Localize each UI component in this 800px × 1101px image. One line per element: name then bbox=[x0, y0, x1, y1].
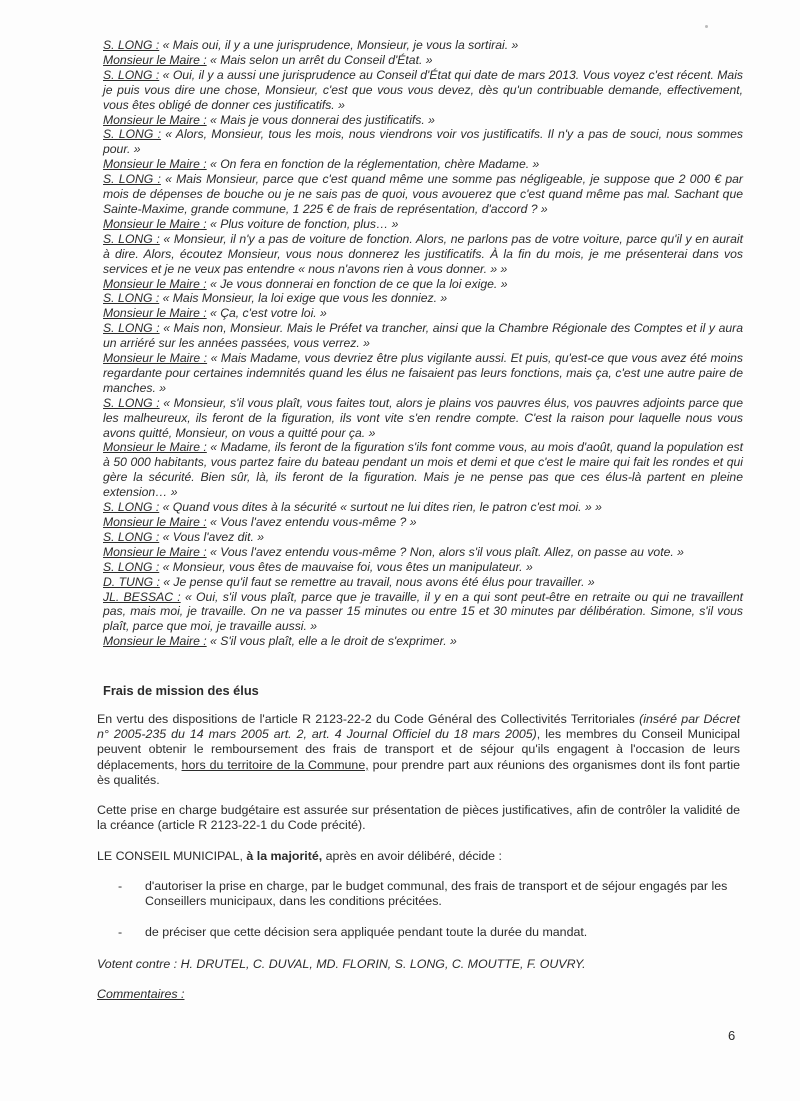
speech-text: « Mais Madame, vous devriez être plus vigilante aussi. Et puis, qu'est-ce que vous avez été moins regardante pour certaines indemnités quand les élus ne faisaient pas leurs fonctions, mais ça, c'est une autre paire de manches. » bbox=[103, 351, 743, 395]
speaker-name: Monsieur le Maire : bbox=[103, 306, 207, 321]
speaker-name: S. LONG : bbox=[103, 500, 160, 515]
bullet-dash: - bbox=[118, 879, 123, 893]
legal-basis-intro: En vertu des dispositions de l'article R 2123-22-2 du Code Général des Collectivités Territoriales bbox=[97, 712, 640, 726]
speech-text: « S'il vous plaît, elle a le droit de s'exprimer. » bbox=[206, 634, 457, 649]
speaker-name: Monsieur le Maire : bbox=[103, 515, 207, 529]
decree-reference: (inséré par Décret n° 2005-235 du 14 mars 2005 art. 2, art. 4 Journal Officiel du 18 mars 2005) bbox=[97, 712, 740, 742]
dialogue-line bbox=[103, 351, 743, 396]
speaker-name: JL. BESSAC : bbox=[103, 589, 181, 604]
legal-basis-middle: , les membres du Conseil Municipal peuvent obtenir le remboursement des frais de transport et de séjour qu'ils engagent à l'occasion de leurs déplacements, bbox=[97, 727, 741, 772]
speaker-name: S. LONG : bbox=[103, 321, 160, 336]
speaker-name: S. LONG : bbox=[103, 529, 160, 544]
speaker-name: S. LONG : bbox=[103, 559, 160, 574]
majority-label: à la majorité, bbox=[246, 849, 323, 863]
section-title: Frais de mission des élus bbox=[103, 683, 259, 698]
speaker-name: S. LONG : bbox=[103, 67, 160, 82]
dialogue-line bbox=[103, 291, 743, 306]
speech-text: « Oui, il y a aussi une jurisprudence au Conseil d'État qui date de mars 2013. Vous voyez c'est récent. Mais je puis vous dire une chose, Monsieur, c'est que vous vous devez, dès qu'un contribuable demande, effectivement, vous êtes obligé de donner ces justificatifs. » bbox=[103, 67, 743, 112]
speech-text: « Monsieur, il n'y a pas de voiture de fonction. Alors, ne parlons pas de votre voiture, parce qu'il y en aurait à dire. Alors, écoutez Monsieur, vous nous donnerez les justificatifs. À la fin du mois, je me présenterai dans vos services et je ne veux pas entendre « nous n'avons rien à vous donner. » » bbox=[103, 231, 743, 276]
speech-text: « Je pense qu'il faut se remettre au travail, nous avons été élus pour travailler. » bbox=[159, 574, 595, 589]
speech-text: « Je vous donnerai en fonction de ce que la loi exige. » bbox=[206, 276, 508, 291]
speech-text: « Mais selon un arrêt du Conseil d'État. » bbox=[206, 52, 433, 67]
dialogue-line bbox=[103, 53, 743, 68]
dialogue-line bbox=[103, 232, 743, 277]
territory-limit: hors du territoire de la Commune, bbox=[181, 757, 369, 772]
dialogue-line bbox=[103, 113, 743, 128]
dialogue-line bbox=[103, 515, 743, 530]
dialogue-line bbox=[103, 127, 743, 157]
speaker-name: Monsieur le Maire : bbox=[103, 544, 207, 559]
speech-text: « Mais oui, il y a une jurisprudence, Monsieur, je vous la sortirai. » bbox=[159, 38, 519, 52]
speech-text: « Mais Monsieur, parce que c'est quand même une somme pas négligeable, je suppose que 2 000 € par mois de dépenses de bouche ou je ne sais pas de quoi, vous avouerez que c'est quand même pas mal. Sachant que Sainte-Maxime, grande commune, 1 225 € de frais de représentation, d'accord ? » bbox=[103, 172, 743, 216]
speaker-name: S. LONG : bbox=[103, 395, 160, 410]
comments-label: Commentaires : bbox=[97, 987, 185, 1001]
dialogue-line bbox=[103, 575, 743, 590]
speaker-name: Monsieur le Maire : bbox=[103, 112, 207, 127]
speaker-name: S. LONG : bbox=[103, 127, 161, 142]
speaker-name: Monsieur le Maire : bbox=[103, 634, 207, 649]
votes-against: Votent contre : H. DRUTEL, C. DUVAL, MD. FLORIN, S. LONG, C. MOUTTE, F. OUVRY. bbox=[97, 957, 586, 971]
dialogue-line bbox=[103, 530, 743, 545]
bullet-dash: - bbox=[118, 925, 123, 939]
budget-paragraph bbox=[97, 803, 740, 833]
speech-text: « Madame, ils feront de la figuration s'ils font comme vous, au mois d'août, quand la population est à 50 000 habitants, vous partez faire du bateau pendant un mois et demi et que c'est le maire qui fait les rondes et qui gère la sécurité. Bien sûr, là, ils feront de la figuration. Mais je ne pense pas que ces élus-là partent en pleine extension… » bbox=[103, 440, 743, 500]
decision-text: après en avoir délibéré, décide : bbox=[322, 849, 502, 863]
speech-text: « Mais non, Monsieur. Mais le Préfet va trancher, ainsi que la Chambre Régionale des Comptes et il y aura un arriéré sur les années passées, vous verrez. » bbox=[103, 321, 743, 351]
speech-text: « On fera en fonction de la réglementation, chère Madame. » bbox=[206, 157, 540, 172]
speech-text: « Plus voiture de fonction, plus… » bbox=[206, 216, 399, 231]
dialogue-line bbox=[103, 277, 743, 292]
speech-text: « Ça, c'est votre loi. » bbox=[206, 306, 327, 321]
legal-basis-paragraph bbox=[97, 712, 740, 788]
dialogue-line bbox=[103, 321, 743, 351]
dialogue-line bbox=[103, 306, 743, 321]
speech-text: « Vous l'avez entendu vous-même ? Non, alors s'il vous plaît. Allez, on passe au vote. » bbox=[206, 544, 684, 559]
speaker-name: S. LONG : bbox=[103, 38, 160, 52]
speaker-name: Monsieur le Maire : bbox=[103, 216, 207, 231]
speaker-name: Monsieur le Maire : bbox=[103, 351, 208, 366]
debate-transcript bbox=[103, 38, 743, 649]
speaker-name: Monsieur le Maire : bbox=[103, 157, 207, 172]
dialogue-line bbox=[103, 590, 743, 635]
speech-text: « Vous l'avez dit. » bbox=[159, 529, 265, 544]
speech-text: « Oui, s'il vous plaît, parce que je travaille, il y en a qui sont peut-être en retraite ou qui ne travaillent pas, mais moi, je travaille. On ne va passer 15 minutes ou entre 15 et 30 minutes par délibération. Simone, s'il vous plaît, parce que moi, je travaille aussi. » bbox=[103, 589, 743, 634]
speaker-name: Monsieur le Maire : bbox=[103, 440, 207, 455]
dialogue-line bbox=[103, 172, 743, 217]
legal-basis-end: pour prendre part aux réunions des organismes dont ils font partie ès qualités. bbox=[97, 757, 740, 787]
page-number: 6 bbox=[728, 1028, 736, 1043]
dialogue-line bbox=[103, 440, 743, 500]
scan-speck bbox=[705, 25, 708, 28]
dialogue-line bbox=[103, 157, 743, 172]
budget-text: Cette prise en charge budgétaire est assurée sur présentation de pièces justificatives, afin de contrôler la validité de la créance (article R 2123-22-1 du Code précité). bbox=[97, 803, 740, 833]
decision-item-text: d'autoriser la prise en charge, par le budget communal, des frais de transport et de séjour engagés par les Conseillers municipaux, dans les conditions précitées. bbox=[145, 879, 728, 909]
dialogue-line bbox=[103, 396, 743, 441]
dialogue-line bbox=[103, 560, 743, 575]
speaker-name: D. TUNG : bbox=[103, 574, 160, 589]
speaker-name: S. LONG : bbox=[103, 172, 161, 187]
speaker-name: S. LONG : bbox=[103, 231, 160, 246]
speaker-name: Monsieur le Maire : bbox=[103, 276, 207, 291]
dialogue-line bbox=[103, 500, 743, 515]
dialogue-line bbox=[103, 634, 743, 649]
dialogue-line bbox=[103, 68, 743, 113]
council-label: LE CONSEIL MUNICIPAL, bbox=[97, 849, 247, 863]
speech-text: « Monsieur, vous êtes de mauvaise foi, vous êtes un manipulateur. » bbox=[159, 559, 533, 574]
speech-text: « Monsieur, s'il vous plaît, vous faites tout, alors je plains vos pauvres élus, vos pauvres adjoints parce que les malheureux, ils feront de la figuration, ils vont vite s'en rendre compte. C'est la raison pour laquelle nous vous avons quitté, Monsieur, on vous a quitté pour ça. » bbox=[103, 395, 743, 440]
dialogue-line bbox=[103, 217, 743, 232]
dialogue-line bbox=[103, 38, 743, 53]
speech-text: « Alors, Monsieur, tous les mois, nous viendrons voir vos justificatifs. Il n'y a pas de souci, nous sommes pour. » bbox=[103, 127, 744, 157]
speech-text: « Mais Monsieur, la loi exige que vous les donniez. » bbox=[159, 291, 448, 306]
speech-text: « Mais je vous donnerai des justificatifs. » bbox=[206, 112, 435, 127]
dialogue-line bbox=[103, 545, 743, 560]
speaker-name: Monsieur le Maire : bbox=[103, 52, 207, 67]
speech-text: « Quand vous dites à la sécurité « surtout ne lui dites rien, le patron c'est moi. » » bbox=[159, 500, 602, 515]
decision-paragraph bbox=[97, 849, 740, 864]
speaker-name: S. LONG : bbox=[103, 291, 160, 306]
decision-item-text: de préciser que cette décision sera appliquée pendant toute la durée du mandat. bbox=[145, 925, 588, 939]
speech-text: « Vous l'avez entendu vous-même ? » bbox=[206, 515, 417, 529]
